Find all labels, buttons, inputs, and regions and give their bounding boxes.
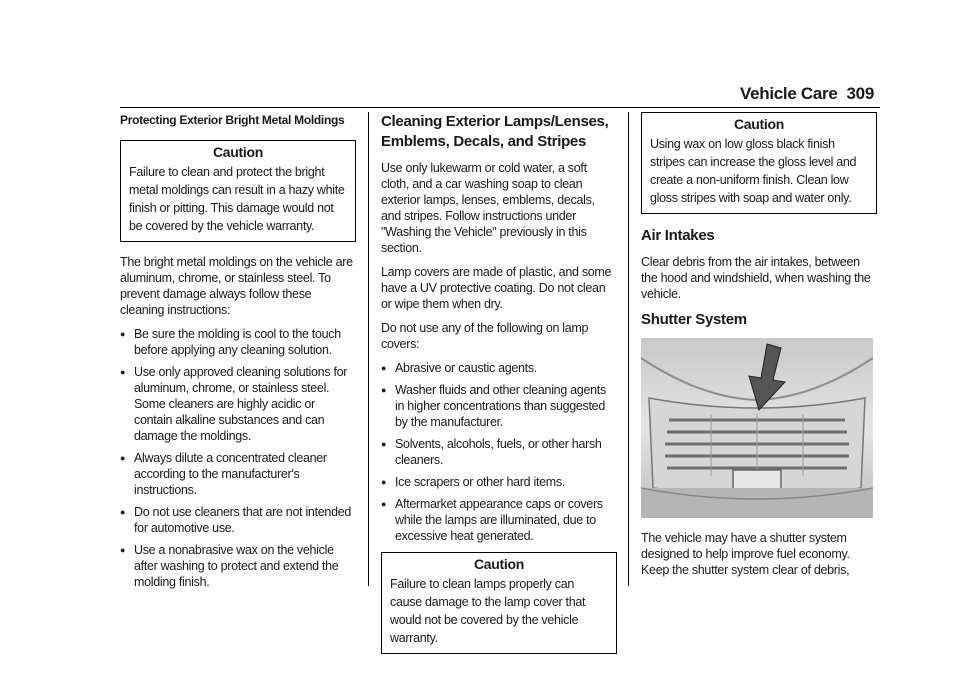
list-item: ● Ice scrapers or other hard items.: [381, 474, 617, 490]
bullet-list: [120, 326, 356, 590]
caution-body: Using wax on low gloss black finish stripes can increase the gloss level and create a non-uniform finish. Clean low gloss stripes with soap and water only.: [650, 137, 857, 205]
shutter-system-heading: Shutter System: [641, 311, 747, 328]
list-item: ● Solvents, alcohols, fuels, or other harsh cleaners.: [381, 436, 617, 468]
caution-box: [381, 552, 617, 654]
column-divider: [368, 112, 369, 586]
list-item: ● Use only approved cleaning solutions for aluminum, chrome, or stainless steel. Some cleaners are highly acidic or contain alkaline substances and can damage the moldings.: [120, 364, 356, 444]
caution-box: [641, 112, 877, 214]
caution-body: Failure to clean and protect the bright metal moldings can result in a hazy white finish or pitting. This damage would not be covered by the vehicle warranty.: [129, 165, 345, 233]
list-item: ● Aftermarket appearance caps or covers while the lamps are illuminated, due to excessive heat generated.: [381, 496, 617, 544]
column-2: [381, 112, 617, 666]
paragraph: The vehicle may have a shutter system designed to help improve fuel economy. Keep the shutter system clear of debris,: [641, 531, 850, 577]
list-item: ● Be sure the molding is cool to the touch before applying any cleaning solution.: [120, 326, 356, 358]
paragraph: Do not use any of the following on lamp covers:: [381, 321, 589, 351]
column-divider: [628, 112, 629, 586]
caution-body: Failure to clean lamps properly can cause damage to the lamp cover that would not be covered by the vehicle warranty.: [390, 577, 586, 645]
caution-title: Caution: [733, 116, 784, 132]
list-item: ● Always dilute a concentrated cleaner according to the manufacturer's instructions.: [120, 450, 356, 498]
section-heading: Cleaning Exterior Lamps/Lenses, Emblems, Decals, and Stripes: [381, 113, 609, 150]
header-rule: [120, 107, 880, 108]
paragraph: Use only lukewarm or cold water, a soft cloth, and a car washing soap to clean exterior lamps, lenses, emblems, decals, and stripes. Follow instructions under "Washing the Vehicle" previously in this section.: [381, 161, 595, 255]
paragraph: The bright metal moldings on the vehicle are aluminum, chrome, or stainless steel. To prevent damage always follow these cleaning instructions:: [120, 255, 353, 317]
list-item: ● Do not use cleaners that are not intended for automotive use.: [120, 504, 356, 536]
list-item: ● Abrasive or caustic agents.: [381, 360, 617, 376]
header-section-title: Vehicle Care: [740, 84, 838, 103]
paragraph: Lamp covers are made of plastic, and some have a UV protective coating. Do not clean or wipe them when dry.: [381, 265, 612, 311]
list-item: ● Washer fluids and other cleaning agents in higher concentrations than suggested by the manufacturer.: [381, 382, 617, 430]
page-number: 309: [846, 84, 874, 103]
paragraph: Clear debris from the air intakes, between the hood and windshield, when washing the vehicle.: [641, 255, 871, 301]
subsection-heading: Protecting Exterior Bright Metal Moldings: [120, 113, 345, 127]
caution-title: Caution: [473, 556, 524, 572]
list-item: ● Use a nonabrasive wax on the vehicle after washing to protect and extend the molding finish.: [120, 542, 356, 590]
page-header: [740, 84, 880, 106]
caution-box: [120, 140, 356, 242]
bullet-list: [381, 360, 617, 544]
column-1: [120, 112, 356, 598]
air-intakes-heading: Air Intakes: [641, 227, 715, 244]
shutter-system-illustration: [641, 338, 873, 518]
column-3: [641, 112, 877, 586]
caution-title: Caution: [212, 144, 263, 160]
